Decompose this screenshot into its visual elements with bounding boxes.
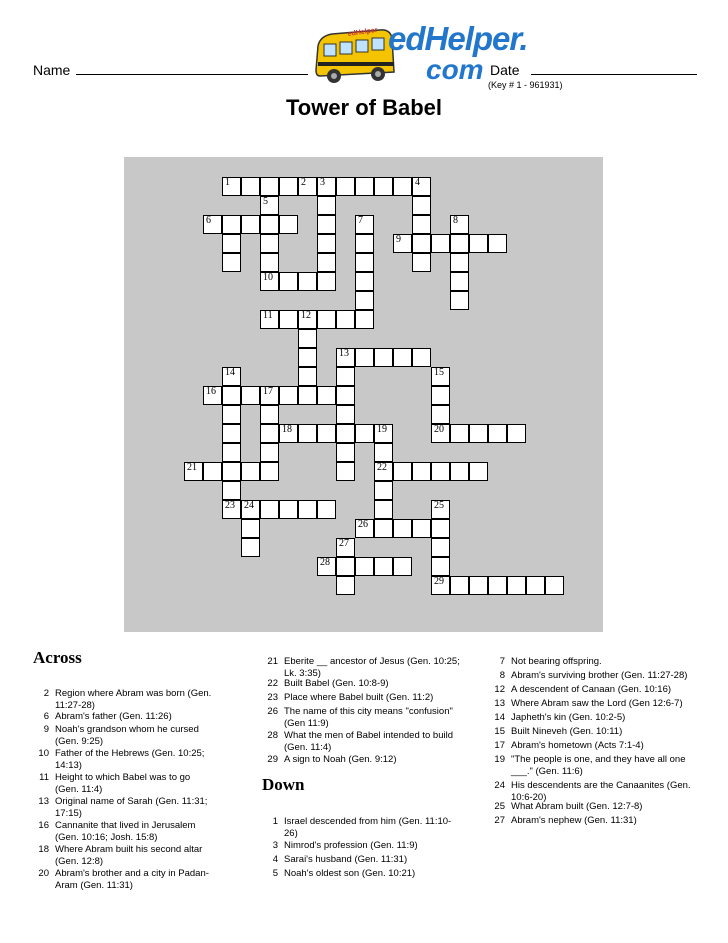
crossword-cell[interactable] <box>336 424 355 443</box>
clue-number: 1 <box>225 177 230 188</box>
clue-number: 22 <box>267 678 278 689</box>
crossword-cell[interactable] <box>317 234 336 253</box>
clue-number: 25 <box>494 801 505 812</box>
crossword-cell[interactable] <box>374 177 393 196</box>
clue-text: Height to which Babel was to go (Gen. 11:4) <box>55 772 191 795</box>
crossword-cell[interactable] <box>241 500 260 519</box>
clue-text: Abram's surviving brother (Gen. 11:27-28) <box>511 670 688 681</box>
crossword-cell[interactable] <box>260 234 279 253</box>
crossword-cell[interactable] <box>469 234 488 253</box>
clue-number: 17 <box>263 386 273 397</box>
crossword-cell[interactable] <box>336 576 355 595</box>
clue-number: 7 <box>358 215 363 226</box>
crossword-cell[interactable] <box>431 538 450 557</box>
date-label: Date <box>490 62 520 78</box>
clue-number: 12 <box>494 684 505 695</box>
clue-number: 4 <box>415 177 420 188</box>
crossword-cell[interactable] <box>488 576 507 595</box>
crossword-cell[interactable] <box>279 500 298 519</box>
clue-text: Noah's oldest son (Gen. 10:21) <box>284 868 416 879</box>
crossword-cell[interactable] <box>374 462 393 481</box>
crossword-cell[interactable] <box>298 348 317 367</box>
crossword-cell[interactable] <box>526 576 545 595</box>
crossword-cell[interactable] <box>431 500 450 519</box>
crossword-cell[interactable] <box>336 557 355 576</box>
clue-number: 8 <box>453 215 458 226</box>
clue-text: Father of the Hebrews (Gen. 10:25; 14:13) <box>55 748 205 771</box>
clue-text: Israel descended from him (Gen. 11:10-26) <box>284 816 452 839</box>
crossword-cell[interactable] <box>260 253 279 272</box>
clue-number: 20 <box>434 424 444 435</box>
crossword-cell[interactable] <box>488 234 507 253</box>
crossword-cell[interactable] <box>355 348 374 367</box>
clue-text: His descendents are the Canaanites (Gen. 10:6-20) <box>511 780 691 803</box>
crossword-cell[interactable] <box>298 177 317 196</box>
crossword-cell[interactable] <box>279 177 298 196</box>
logo-text-com: com <box>426 54 484 85</box>
clue-text: Not bearing offspring. <box>511 656 602 667</box>
crossword-cell[interactable] <box>469 576 488 595</box>
clue-number: 24 <box>494 780 505 791</box>
crossword-cell[interactable] <box>393 519 412 538</box>
crossword-cell[interactable] <box>317 196 336 215</box>
crossword-cell[interactable] <box>222 481 241 500</box>
clue-text: What Abram built (Gen. 12:7-8) <box>511 801 643 812</box>
crossword-cell[interactable] <box>431 576 450 595</box>
crossword-cell[interactable] <box>336 177 355 196</box>
crossword-cell[interactable] <box>184 462 203 481</box>
clue-number: 15 <box>494 726 505 737</box>
answer-key-id: (Key # 1 - 961931) <box>488 80 563 90</box>
crossword-cell[interactable] <box>317 177 336 196</box>
crossword-cell[interactable] <box>355 310 374 329</box>
crossword-cell[interactable] <box>260 215 279 234</box>
crossword-cell[interactable] <box>393 348 412 367</box>
crossword-cell[interactable] <box>393 234 412 253</box>
crossword-cell[interactable] <box>317 500 336 519</box>
crossword-cell[interactable] <box>450 215 469 234</box>
bus-text: edHelper <box>347 26 378 38</box>
crossword-cell[interactable] <box>355 215 374 234</box>
crossword-cell[interactable] <box>298 310 317 329</box>
clue-number: 26 <box>358 519 368 530</box>
crossword-cell[interactable] <box>393 557 412 576</box>
clue-text: A descendent of Canaan (Gen. 10:16) <box>511 684 672 695</box>
crossword-cell[interactable] <box>336 405 355 424</box>
crossword-cell[interactable] <box>241 386 260 405</box>
crossword-cell[interactable] <box>260 310 279 329</box>
crossword-cell[interactable] <box>222 386 241 405</box>
clue-text: Noah's grandson whom he cursed (Gen. 9:25) <box>55 724 199 747</box>
clue-number: 9 <box>43 724 49 735</box>
clue-number: 29 <box>267 754 278 765</box>
clue-number: 2 <box>43 688 49 699</box>
clue-text: Eberite __ ancestor of Jesus (Gen. 10:25; Lk. 3:35) <box>284 656 460 679</box>
crossword-cell[interactable] <box>450 576 469 595</box>
crossword-cell[interactable] <box>507 576 526 595</box>
clue-number: 13 <box>494 698 505 709</box>
clue-number: 5 <box>272 868 278 879</box>
crossword-cell[interactable] <box>412 196 431 215</box>
clue-number: 11 <box>39 772 49 783</box>
crossword-cell[interactable] <box>374 348 393 367</box>
crossword-cell[interactable] <box>222 462 241 481</box>
crossword-cell[interactable] <box>222 215 241 234</box>
crossword-cell[interactable] <box>241 177 260 196</box>
clue-number: 16 <box>38 820 49 831</box>
clue-number: 15 <box>434 367 444 378</box>
crossword-cell[interactable] <box>450 424 469 443</box>
crossword-cell[interactable] <box>355 519 374 538</box>
clue-number: 10 <box>38 748 49 759</box>
clue-text: Place where Babel built (Gen. 11:2) <box>284 692 434 703</box>
crossword-cell[interactable] <box>412 348 431 367</box>
clue-number: 20 <box>38 868 49 879</box>
crossword-cell[interactable] <box>279 424 298 443</box>
crossword-cell[interactable] <box>222 500 241 519</box>
crossword-cell[interactable] <box>336 462 355 481</box>
crossword-cell[interactable] <box>507 424 526 443</box>
crossword-cell[interactable] <box>336 367 355 386</box>
date-line[interactable] <box>531 74 697 75</box>
crossword-cell[interactable] <box>393 462 412 481</box>
crossword-cell[interactable] <box>317 386 336 405</box>
crossword-cell[interactable] <box>355 177 374 196</box>
name-label: Name <box>33 62 71 78</box>
crossword-cell[interactable] <box>412 215 431 234</box>
crossword-cell[interactable] <box>431 557 450 576</box>
crossword-cell[interactable] <box>317 253 336 272</box>
clue-text: The name of this city means "confusion" (Gen 11:9) <box>284 706 453 729</box>
clue-number: 23 <box>225 500 235 511</box>
crossword-cell[interactable] <box>393 177 412 196</box>
clue-text: Sarai's husband (Gen. 11:31) <box>284 854 408 865</box>
crossword-cell[interactable] <box>374 519 393 538</box>
crossword-cell[interactable] <box>241 519 260 538</box>
crossword-cell[interactable] <box>317 310 336 329</box>
crossword-cell[interactable] <box>374 500 393 519</box>
crossword-cell[interactable] <box>260 500 279 519</box>
clue-number: 13 <box>339 348 349 359</box>
clue-text: Built Babel (Gen. 10:8-9) <box>284 678 389 689</box>
crossword-cell[interactable] <box>431 462 450 481</box>
crossword-cell[interactable] <box>298 367 317 386</box>
clue-text: Nimrod's profession (Gen. 11:9) <box>284 840 418 851</box>
clue-number: 14 <box>225 367 235 378</box>
crossword-cell[interactable] <box>222 177 241 196</box>
crossword-cell[interactable] <box>241 462 260 481</box>
crossword-cell[interactable] <box>298 386 317 405</box>
clue-text: Cannanite that lived in Jerusalem (Gen. 10:16; Josh. 15:8) <box>55 820 196 843</box>
crossword-cell[interactable] <box>203 386 222 405</box>
crossword-cell[interactable] <box>412 519 431 538</box>
crossword-cell[interactable] <box>469 424 488 443</box>
clue-number: 4 <box>272 854 278 865</box>
crossword-cell[interactable] <box>279 215 298 234</box>
crossword-cell[interactable] <box>488 424 507 443</box>
crossword-cell[interactable] <box>298 500 317 519</box>
crossword-cell[interactable] <box>336 386 355 405</box>
clue-number: 26 <box>267 706 278 717</box>
crossword-cell[interactable] <box>431 405 450 424</box>
crossword-cell[interactable] <box>298 329 317 348</box>
clue-number: 27 <box>494 815 505 826</box>
crossword-cell[interactable] <box>279 310 298 329</box>
clue-text: Where Abram saw the Lord (Gen 12:6-7) <box>511 698 683 709</box>
clue-number: 21 <box>187 462 197 473</box>
clue-number: 2 <box>301 177 306 188</box>
puzzle-title: Tower of Babel <box>285 95 443 120</box>
crossword-cell[interactable] <box>355 253 374 272</box>
clue-text: "The people is one, and they have all one ___." (Gen. 11:6) <box>511 754 686 777</box>
crossword-cell[interactable] <box>260 424 279 443</box>
crossword-cell[interactable] <box>222 234 241 253</box>
clue-number: 12 <box>301 310 311 321</box>
crossword-cell[interactable] <box>412 253 431 272</box>
crossword-cell[interactable] <box>450 253 469 272</box>
crossword-cell[interactable] <box>412 177 431 196</box>
clue-number: 18 <box>282 424 292 435</box>
crossword-cell[interactable] <box>279 386 298 405</box>
crossword-cell[interactable] <box>317 272 336 291</box>
crossword-cell[interactable] <box>336 538 355 557</box>
crossword-cell[interactable] <box>469 462 488 481</box>
clue-text: Abram's brother and a city in Padan-Aram (Gen. 11:31) <box>55 868 209 891</box>
crossword-cell[interactable] <box>355 234 374 253</box>
clue-text: Where Abram built his second altar (Gen. 12:8) <box>55 844 203 867</box>
crossword-cell[interactable] <box>431 424 450 443</box>
crossword-cell[interactable] <box>450 462 469 481</box>
crossword-cell[interactable] <box>222 253 241 272</box>
clue-number: 28 <box>320 557 330 568</box>
clue-number: 11 <box>263 310 273 321</box>
clue-number: 13 <box>38 796 49 807</box>
crossword-cell[interactable] <box>203 462 222 481</box>
crossword-cell[interactable] <box>222 443 241 462</box>
clue-number: 5 <box>263 196 268 207</box>
crossword-cell[interactable] <box>298 424 317 443</box>
crossword-cell[interactable] <box>260 177 279 196</box>
crossword-cell[interactable] <box>222 367 241 386</box>
crossword-cell[interactable] <box>412 234 431 253</box>
clue-number: 27 <box>339 538 349 549</box>
crossword-cell[interactable] <box>336 443 355 462</box>
clue-number: 8 <box>499 670 505 681</box>
clue-number: 22 <box>377 462 387 473</box>
crossword-cell[interactable] <box>317 557 336 576</box>
clue-text: Abram's hometown (Acts 7:1-4) <box>511 740 644 751</box>
crossword-cell[interactable] <box>260 462 279 481</box>
across-heading: Across <box>33 648 82 667</box>
down-heading: Down <box>262 775 305 794</box>
clue-number: 3 <box>320 177 325 188</box>
clue-number: 25 <box>434 500 444 511</box>
clue-number: 29 <box>434 576 444 587</box>
crossword-cell[interactable] <box>260 272 279 291</box>
crossword-cell[interactable] <box>545 576 564 595</box>
clue-number: 16 <box>206 386 216 397</box>
clue-number: 14 <box>494 712 505 723</box>
crossword-cell[interactable] <box>355 291 374 310</box>
crossword-cell[interactable] <box>450 272 469 291</box>
crossword-cell[interactable] <box>298 272 317 291</box>
clue-number: 18 <box>38 844 49 855</box>
crossword-cell[interactable] <box>355 272 374 291</box>
crossword-cell[interactable] <box>431 367 450 386</box>
crossword-cell[interactable] <box>317 424 336 443</box>
clue-number: 3 <box>272 840 278 851</box>
crossword-cell[interactable] <box>374 443 393 462</box>
crossword-cell[interactable] <box>203 215 222 234</box>
crossword-cell[interactable] <box>241 215 260 234</box>
crossword-cell[interactable] <box>431 386 450 405</box>
crossword-cell[interactable] <box>260 196 279 215</box>
crossword-cell[interactable] <box>355 424 374 443</box>
crossword-cell[interactable] <box>431 234 450 253</box>
clue-number: 6 <box>43 711 49 722</box>
crossword-cell[interactable] <box>260 386 279 405</box>
clue-number: 19 <box>494 754 505 765</box>
crossword-cell[interactable] <box>336 310 355 329</box>
clue-text: Japheth's kin (Gen. 10:2-5) <box>511 712 626 723</box>
crossword-cell[interactable] <box>279 272 298 291</box>
clue-number: 23 <box>267 692 278 703</box>
clue-text: Original name of Sarah (Gen. 11:31; 17:15) <box>55 796 208 819</box>
name-line[interactable] <box>76 74 308 75</box>
crossword-cell[interactable] <box>374 557 393 576</box>
clue-text: Built Nineveh (Gen. 10:11) <box>511 726 623 737</box>
clue-number: 28 <box>267 730 278 741</box>
clue-number: 7 <box>499 656 505 667</box>
clue-number: 19 <box>377 424 387 435</box>
crossword-cell[interactable] <box>431 519 450 538</box>
crossword-cell[interactable] <box>374 424 393 443</box>
crossword-cell[interactable] <box>222 405 241 424</box>
clue-number: 24 <box>244 500 254 511</box>
crossword-cell[interactable] <box>450 234 469 253</box>
logo-text-edhelper: edHelper. <box>388 20 528 57</box>
clue-text: Abram's father (Gen. 11:26) <box>55 711 172 722</box>
clue-number: 1 <box>272 816 278 827</box>
crossword-cell[interactable] <box>241 538 260 557</box>
clue-number: 10 <box>263 272 273 283</box>
crossword-cell[interactable] <box>412 462 431 481</box>
crossword-cell[interactable] <box>450 291 469 310</box>
clue-number: 6 <box>206 215 211 226</box>
clue-text: Abram's nephew (Gen. 11:31) <box>511 815 637 826</box>
crossword-cell[interactable] <box>260 443 279 462</box>
clue-text: A sign to Noah (Gen. 9:12) <box>284 754 397 765</box>
clue-number: 17 <box>494 740 505 751</box>
crossword-cell[interactable] <box>222 424 241 443</box>
crossword-cell[interactable] <box>374 481 393 500</box>
clue-text: Region where Abram was born (Gen. 11:27-28) <box>55 688 212 711</box>
clue-text: What the men of Babel intended to build (Gen. 11:4) <box>284 730 454 753</box>
crossword-cell[interactable] <box>317 215 336 234</box>
crossword-cell[interactable] <box>355 557 374 576</box>
clue-number: 9 <box>396 234 401 245</box>
crossword-cell[interactable] <box>260 405 279 424</box>
crossword-cell[interactable] <box>336 348 355 367</box>
clue-number: 21 <box>267 656 278 667</box>
